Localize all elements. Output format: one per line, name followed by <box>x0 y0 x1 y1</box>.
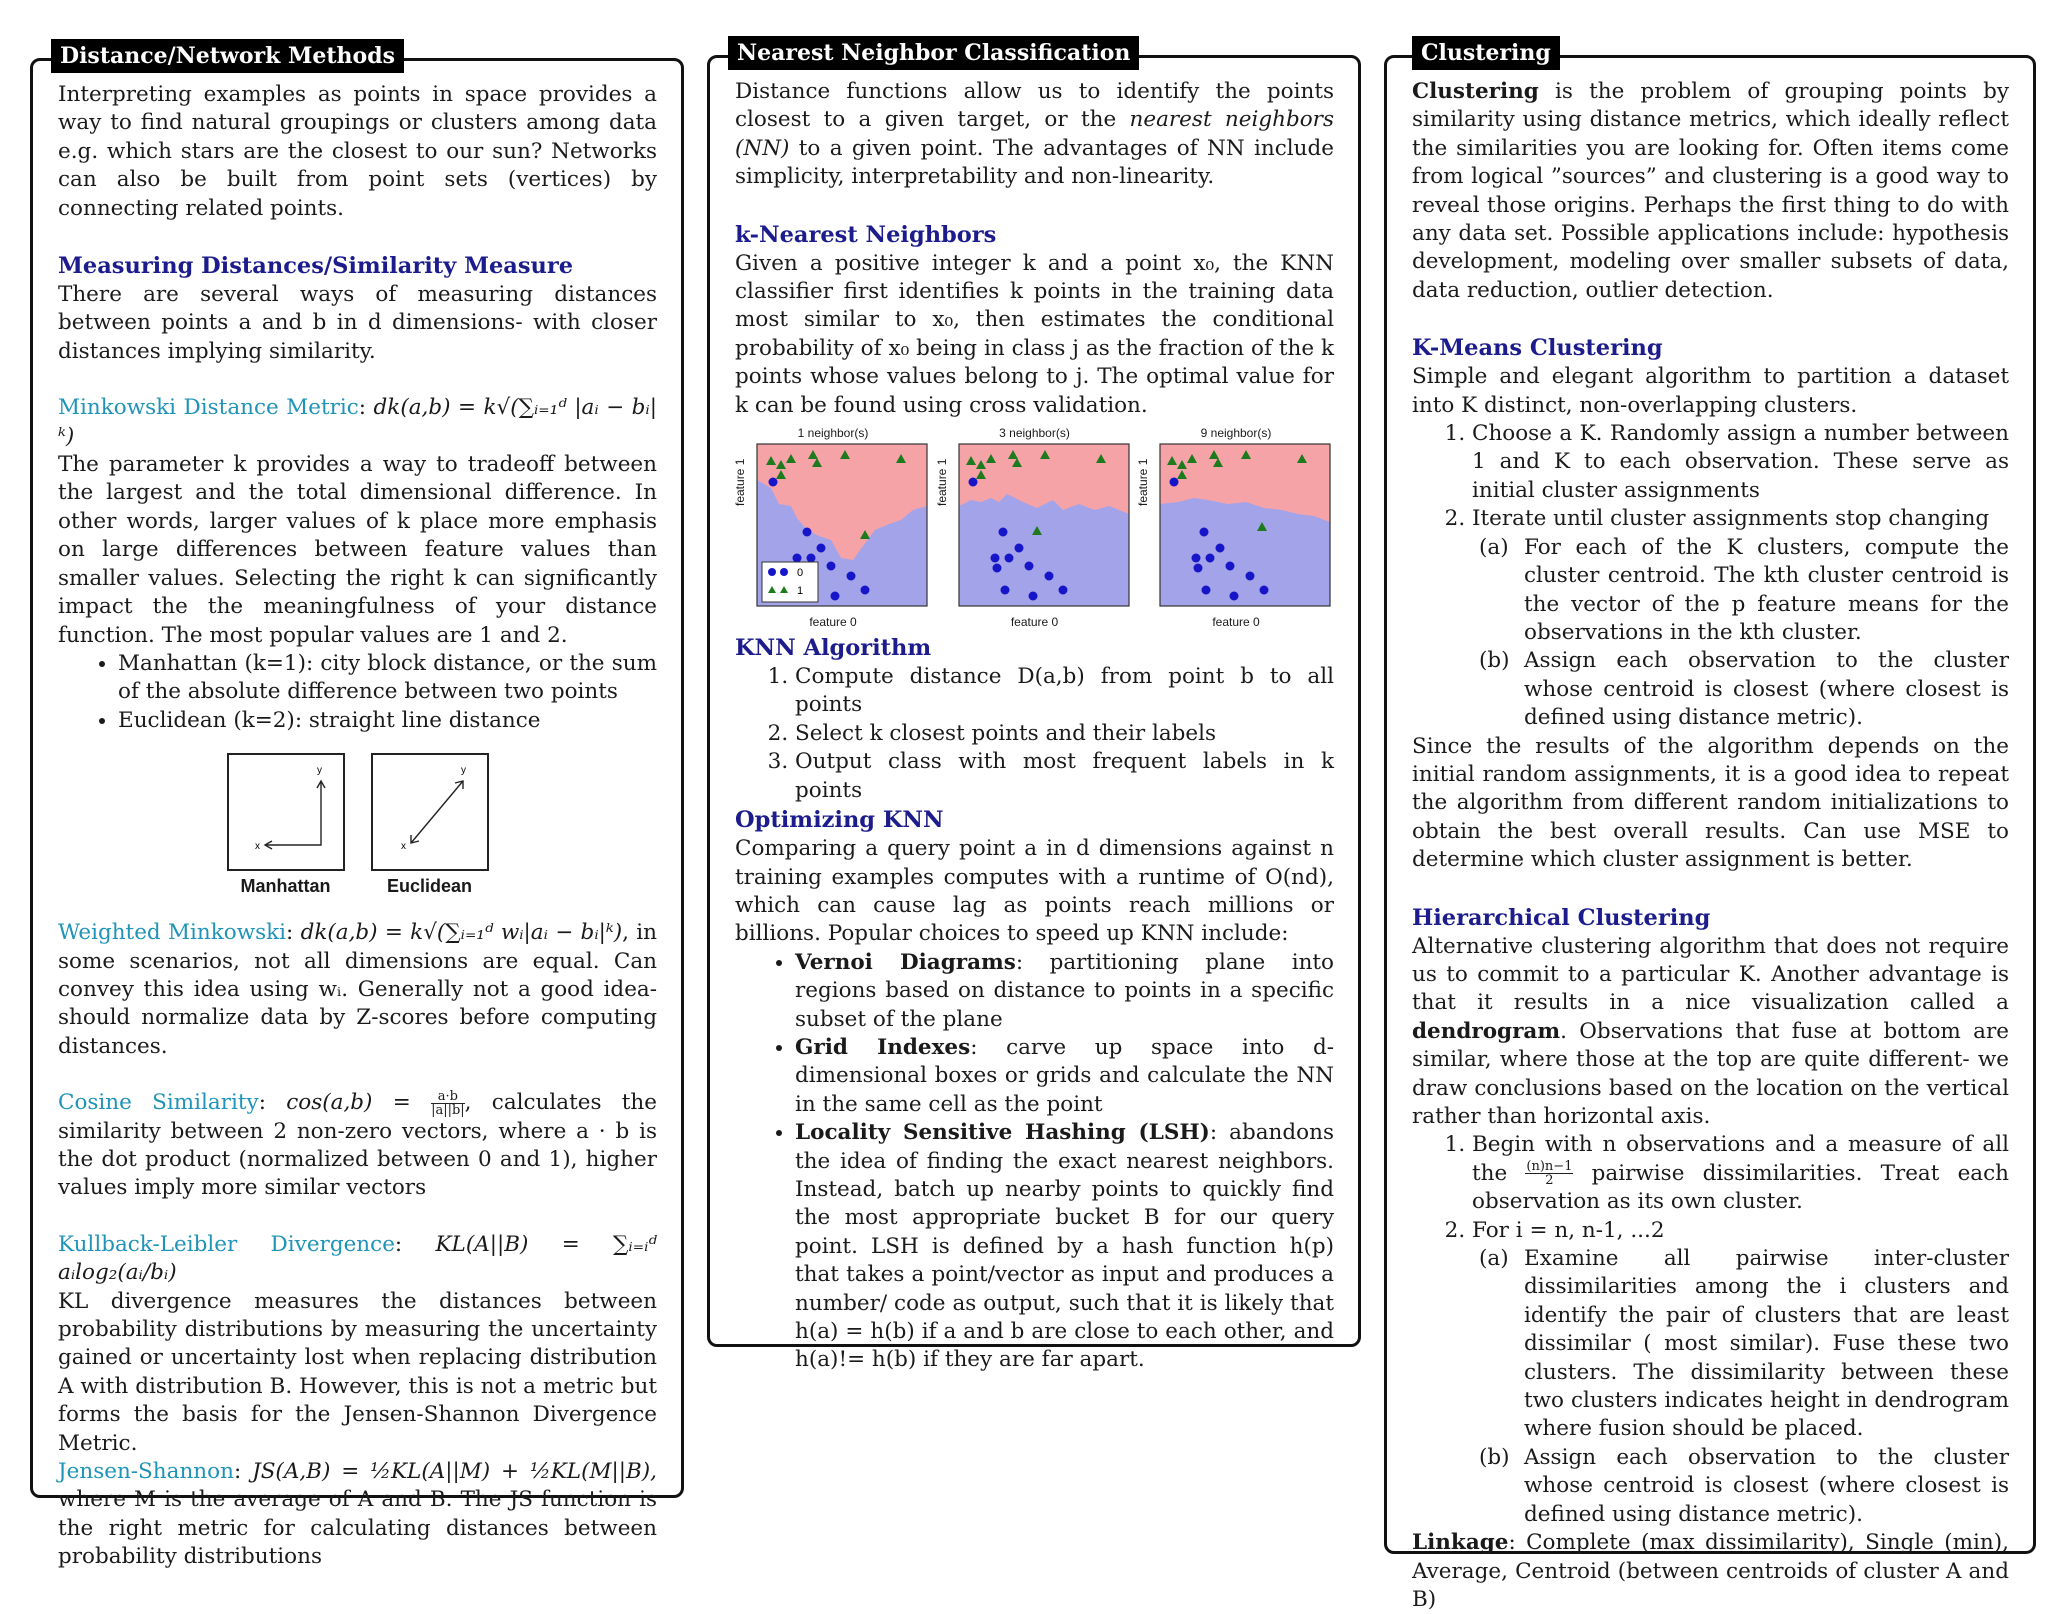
substep-label: (a) <box>1479 534 1509 560</box>
list-item <box>1472 1217 2009 1529</box>
hierarchical-substeps <box>1472 1245 2009 1529</box>
manhattan-diagram-svg <box>227 753 345 871</box>
list-item <box>1479 1245 2009 1444</box>
distance-network-panel <box>30 43 684 1570</box>
distance-bullets <box>58 650 657 735</box>
section-heading: Hierarchical Clustering <box>1412 904 1711 931</box>
plot-canvas <box>735 440 931 610</box>
list-item: 1. Choose a K. Randomly assign a number between 1 and K to each observation. These serve as initial cluster assignments <box>1472 420 2009 505</box>
substep-label: (b) <box>1479 1444 1510 1470</box>
panel-title: Nearest Neighbor Classification <box>728 36 1139 70</box>
legend-label-0: 0 <box>797 567 804 580</box>
hierarchical-steps <box>1412 1131 2009 1529</box>
minkowski-paragraph: The parameter k provides a way to tradeoff between the largest and the total dimensional difference. In other words, larger values of k place more emphasis on large differences between feature values than smaller values. Selecting the right k can significantly impact the the meaningfulness of your distance function. The most popular values are 1 and 2. <box>58 452 657 648</box>
knn-plot-1 <box>735 426 931 629</box>
hier-term: dendrogram <box>1412 1018 1561 1044</box>
region-class-0 <box>959 494 1129 606</box>
figure-caption: Euclidean <box>386 876 473 897</box>
cosine-paragraph: Cosine Similarity: cos(a,b) = $\frac{a\cdot b}{|a||b|}$ , calculates the similarity between 2 non-zero vectors, where a · b is the dot product (normalized between 0 and 1), higher values imply more similar vectors <box>58 1088 658 1201</box>
plot-title: 9 neighbor(s) <box>1200 426 1272 441</box>
plot-canvas <box>1138 440 1334 610</box>
fraction-numerator: a·b <box>431 1090 465 1104</box>
cosine-text: , calculates the similarity between 2 non-zero vectors, where a · b is the dot product (normalized between 0 and 1), higher values imply more similar vectors <box>58 1090 658 1201</box>
hier-text: Alternative clustering algorithm that does not require us to commit to a particular K. Another advantage is that it results in a nice visualization called a <box>1412 933 2009 1016</box>
plot-xlabel: feature 0 <box>809 615 857 630</box>
kmeans-substeps <box>1472 534 2009 733</box>
term-label: Cosine Similarity <box>58 1090 259 1116</box>
kmeans-paragraph: Simple and elegant algorithm to partition a dataset into K distinct, non-overlapping clusters. <box>1412 364 2009 418</box>
nearest-neighbor-panel <box>707 40 1361 1373</box>
js-text: where M is the average of A and B. The JS function is the right metric for calculating distances between probability distributions <box>58 1487 657 1570</box>
js-paragraph: Jensen-Shannon: JS(A,B) = ½KL(A||M) + ½KL(M||B), where M is the average of A and B. The JS function is the right metric for calculating distances between probability distributions <box>58 1459 657 1570</box>
section-heading: KNN Algorithm <box>735 635 932 662</box>
bullet-text: : partitioning plane into regions based on distance to points in a specific subset of the plane <box>795 949 1334 1032</box>
list-item <box>1472 505 2009 732</box>
intro-term: Clustering <box>1412 79 1539 104</box>
measuring-paragraph: There are several ways of measuring distances between points a and b in d dimensions- with closer distances implying similarity. <box>58 282 657 364</box>
optimizing-bullets <box>735 949 1334 1375</box>
formula: dk(a,b) = k√(∑ᵢ₌₁ᵈ wᵢ|aᵢ − bᵢ|ᵏ) <box>300 920 623 946</box>
optimizing-paragraph: Comparing a query point a in d dimensions against n training examples computes with a runtime of O(nd), which can cause lag as points reach millions or billions. Popular choices to speed up KNN include: <box>735 836 1334 947</box>
bullet-text: : carve up space into d-dimensional boxes or grids and calculate the NN in the same cell as the point <box>795 1034 1334 1117</box>
linkage-term: Linkage <box>1412 1530 1509 1556</box>
euclidean-diagram <box>371 753 489 897</box>
panel-title: Clustering <box>1412 36 1560 70</box>
step-text: pairwise dissimilarities. Treat each observation as its own cluster. <box>1472 1160 2010 1215</box>
section-heading: Optimizing KNN <box>735 807 944 834</box>
term-label: Kullback-Leibler Divergence <box>58 1231 395 1257</box>
formula: JS(A,B) = ½KL(A||M) + ½KL(M||B), <box>252 1459 657 1485</box>
knn-plot-3 <box>934 426 1133 630</box>
list-item: 1. Compute distance D(a,b) from point b to all points <box>795 663 1334 720</box>
knn-algorithm-steps <box>735 663 1334 805</box>
list-item <box>795 1034 1334 1119</box>
term-label: Minkowski Distance Metric <box>58 395 359 421</box>
axis-x-label: x <box>254 841 260 853</box>
list-item <box>795 1119 1334 1375</box>
hier-text: . Observations that fuse at bottom are similar, where those at the top are quite different- we draw conclusions based on the location on the vertical rather than horizontal axis. <box>1412 1018 2009 1129</box>
euclidean-diagram-svg <box>371 753 489 871</box>
axis-y-label: y <box>316 765 322 777</box>
list-item <box>1472 1131 2009 1216</box>
kl-paragraph: KL divergence measures the distances between probability distributions by measuring the uncertainty gained or uncertainty lost when replacing distribution A with distribution B. However, this is not a metric but forms the basis for the Jensen-Shannon Divergence Metric. <box>58 1288 657 1456</box>
list-item: • Euclidean (k=2): straight line distance <box>118 707 657 735</box>
linkage-text: : Complete (max dissimilarity), Single (min), Average, Centroid (between centroids of cluster A and B) <box>1412 1530 2009 1612</box>
list-item <box>1479 1444 2009 1529</box>
term-label: Weighted Minkowski <box>58 920 287 946</box>
weighted-minkowski-paragraph: Weighted Minkowski: dk(a,b) = k√(∑ᵢ₌₁ᵈ wᵢ|aᵢ − bᵢ|ᵏ), in some scenarios, not all dimensions are equal. Can convey this idea using wᵢ. Generally not a good idea- should normalize data by Z-scores before computing distances. <box>58 920 657 1059</box>
substep-text: Assign each observation to the cluster whose centroid is closest (where closest is defined using distance metric). <box>1524 648 2009 731</box>
substep-text: Examine all pairwise inter-cluster dissimilarities among the i clusters and identify the pair of clusters that are least dissimilar ( most similar). Fuse these two clusters. The dissimilarity between these two clusters indicates height in dendrogram where fusion should be placed. <box>1524 1246 2009 1442</box>
section-heading: Measuring Distances/Similarity Measure <box>58 253 574 280</box>
formula: dk(a,b) = k√(∑ᵢ₌₁ᵈ |aᵢ − bᵢ|ᵏ) <box>58 395 657 449</box>
minkowski-definition: Minkowski Distance Metric: dk(a,b) = k√(∑ᵢ₌₁ᵈ |aᵢ − bᵢ|ᵏ) <box>58 395 657 449</box>
intro-paragraph: Interpreting examples as points in space provides a way to find natural groupings or clusters among data e.g. which stars are the closest to our sun? Networks can also be built from point sets (vertices) by connecting related points. <box>58 82 657 221</box>
formula: cos(a,b) = <box>286 1090 411 1116</box>
plot-title: 1 neighbor(s) <box>797 426 869 441</box>
intro-text: to a given point. The advantages of NN include simplicity, interpretability and non-linearity. <box>735 135 1334 190</box>
kmeans-steps <box>1412 420 2009 732</box>
bullet-text: : abandons the idea of finding the exact nearest neighbors. Instead, batch up nearby points to quickly find the most appropriate bucket B for our query point. LSH is defined by a hash function h(p) that takes a point/vector as input and produces a number/ code as output, such that it is likely that h(a) = h(b) if a and b are close to each other, and h(a)!= h(b) if they are far apart. <box>795 1120 1334 1373</box>
substep-text: Assign each observation to the cluster whose centroid is closest (where closest is defined using distance metric). <box>1524 1444 2009 1527</box>
plot-canvas <box>934 440 1133 610</box>
fraction-denominator: |a||b| <box>431 1102 465 1118</box>
figure-caption: Manhattan <box>240 876 331 897</box>
linkage-paragraph <box>1412 1529 2009 1614</box>
intro-emphasis: nearest neighbors (NN) <box>735 107 1334 161</box>
plot-ylabel: feature 1 <box>733 458 747 507</box>
list-item: 3. Output class with most frequent labels in k points <box>795 748 1334 805</box>
section-heading: k-Nearest Neighbors <box>735 221 997 248</box>
kl-definition: Kullback-Leibler Divergence: KL(A||B) = ∑ᵢ₌ᵢᵈ aᵢlog₂(aᵢ/bᵢ) <box>58 1231 657 1286</box>
bullet-term: Grid Indexes <box>795 1034 971 1060</box>
substep-text: For each of the K clusters, compute the cluster centroid. The kth cluster centroid is the vector of the p feature means for the observations in the kth cluster. <box>1524 534 2009 645</box>
intro-text: is the problem of grouping points by similarity using distance metrics, which ideally reflect the similarities you are looking for. Often items come from logical ”sources” and clustering is a good way to reveal those origins. Perhaps the first thing to do with any data set. Possible applications include: hypothesis development, modeling over smaller subsets of data, data reduction, outlier detection. <box>1412 79 2009 303</box>
weighted-text: , in some scenarios, not all dimensions are equal. Can convey this idea using wᵢ. Generally not a good idea- should normalize data by Z-scores before computing distances. <box>58 920 657 1059</box>
list-item <box>1479 647 2009 732</box>
plot-xlabel: feature 0 <box>1010 615 1059 630</box>
fraction-denominator: 2 <box>1545 1173 1554 1189</box>
term-label: Jensen-Shannon <box>58 1459 234 1485</box>
kmeans-after-paragraph: Since the results of the algorithm depends on the initial random assignments, it is a good idea to repeat the algorithm from different random initializations to obtain the best overall results. Can use MSE to determine which cluster assignment is better. <box>1412 733 2009 873</box>
list-item <box>1479 534 2009 648</box>
knn-paragraph: Given a positive integer k and a point x₀, the KNN classifier first identifies k points in the training data most similar to x₀, then estimates the conditional probability of x₀ being in class j as the fraction of the k points whose values belong to j. The optimal value for k can be found using cross validation. <box>735 250 1334 418</box>
step-text: Iterate until cluster assignments stop changing <box>1472 506 1990 532</box>
intro-paragraph <box>1412 78 2009 305</box>
legend-label-1: 1 <box>797 585 804 598</box>
bullet-term: Vernoi Diagrams <box>795 949 1016 975</box>
axis-y-label: y <box>460 765 466 777</box>
fraction <box>431 1090 465 1117</box>
intro-paragraph <box>735 78 1334 192</box>
knn-plot-9 <box>1138 426 1334 629</box>
panel-title: Distance/Network Methods <box>51 39 404 73</box>
substep-label: (b) <box>1479 648 1510 674</box>
substep-label: (a) <box>1479 1246 1509 1272</box>
list-item <box>795 949 1334 1034</box>
plot-ylabel: feature 1 <box>1136 458 1150 507</box>
list-item: • Manhattan (k=1): city block distance, or the sum of the absolute difference between two points <box>118 650 657 707</box>
hierarchical-paragraph <box>1412 933 2009 1132</box>
clustering-panel <box>1384 40 2036 1612</box>
intro-text: Distance functions allow us to identify the points closest to a given target, or the <box>735 79 1334 133</box>
distance-figure <box>58 753 657 897</box>
knn-decision-plots <box>735 426 1334 629</box>
step-text: Begin with n observations and a measure of all the <box>1472 1132 2009 1186</box>
formula: KL(A||B) = ∑ᵢ₌ᵢᵈ aᵢlog₂(aᵢ/bᵢ) <box>58 1231 657 1286</box>
fraction-numerator: (n)n−1 <box>1526 1159 1573 1175</box>
bullet-term: Locality Sensitive Hashing (LSH) <box>795 1120 1210 1146</box>
list-item: 2. Select k closest points and their labels <box>795 720 1334 748</box>
plot-xlabel: feature 0 <box>1212 615 1260 630</box>
axis-x-label: x <box>400 841 406 853</box>
plot-legend <box>762 562 818 602</box>
plot-ylabel: feature 1 <box>934 458 949 507</box>
fraction <box>1525 1160 1573 1187</box>
manhattan-diagram <box>227 753 345 897</box>
section-heading: K-Means Clustering <box>1412 335 1663 362</box>
plot-title: 3 neighbor(s) <box>999 426 1070 441</box>
step-text: For i = n, n-1, ...2 <box>1472 1217 1665 1243</box>
